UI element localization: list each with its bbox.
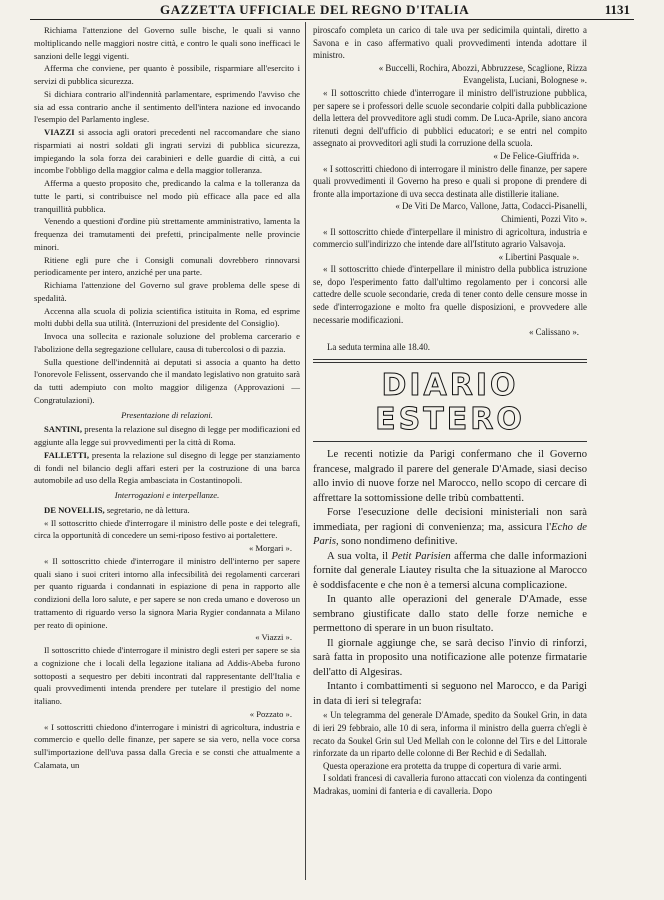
signature: « Libertini Pasquale ».: [498, 251, 579, 262]
speaker-name: DE NOVELLIS,: [44, 504, 105, 515]
interrogation: « Il sottoscritto chiede d'interrogare il ministro delle poste e dei telegrafi, circa la opportunità di concedere un semi-riposo festivo ai portalettere.: [34, 517, 300, 541]
paragraph: Il giornale aggiunge che, se sarà deciso l'invio di rinforzi, sarà fatta in proposito una notificazione alle potenze firmatarie dell'atto di Algesiras.: [313, 637, 587, 678]
right-column: [313, 24, 587, 798]
paragraph-text: presenta la relazione sul disegno di legge per stanziamento di fondi nel bilancio degli affari esteri per la costruzione di una barca automobile ad uso della Regia ambasciata in Costantinopoli.: [34, 449, 300, 486]
telegram-text: [313, 709, 587, 797]
newspaper-name: Petit Parisien: [391, 550, 451, 562]
signature: « Viazzi ».: [255, 632, 292, 643]
signature: « Calissano ».: [528, 327, 579, 338]
interrogation: « Il sottoscritto chiede d'interrogare il ministro dell'istruzione pubblica, per sapere se i professori delle scuole secondarie colpiti dalla pubblicazione della lettera del provveditore agli studi comm. De Luca-Aprile, siano ancora ritenuti degni dell'ufficio di pubblici educatori; e se entri nel compito assegnato ai provveditori agli studi la corruzione della scuola.: [313, 87, 587, 149]
interrogation: « Il sottoscritto chiede d'interrogare il ministro dell'interno per sapere quali siano i suoi criteri intorno alla infecsibilità dei regolamenti carcerari per quanto riguarda i condannati in espiazione di pena in rapporto alle condizioni della loro salute, e per sapere se non creda umano e doveroso un trattamento di riguardo verso la signora Maria Rygier condannata a Milano per reato di opinione.: [34, 555, 300, 630]
paragraph-text: A sua volta, il: [327, 550, 392, 562]
signature: « Pozzato ».: [249, 708, 292, 719]
left-column: [34, 24, 300, 772]
header-rule: [30, 19, 634, 20]
paragraph: Accenna alla scuola di polizia scientifica istituita in Roma, ed esprime molti dubbi della sua utilità. (Interruzioni del presidente del Consiglio).: [34, 305, 300, 329]
paragraph: Richiama l'attenzione del Governo sulle bische, le quali si vanno moltiplicando nelle maggiori nostre città, e contro le quali sono inefficaci le sanzioni delle leggi vigenti.: [34, 25, 300, 61]
speaker-name: FALLETTI,: [44, 449, 89, 460]
page-number: 1131: [604, 2, 630, 17]
paragraph: Ritiene egli pure che i Consigli comunali dovrebbero rinnovarsi periodicamente per intero, anziché per una parte.: [34, 254, 300, 278]
paragraph: In quanto alle operazioni del generale D'Amade, esse sembrano giustificate dallo stato delle forze nemiche e permettono di sperare in un buon risultato.: [313, 594, 587, 635]
paragraph: Venendo a questioni d'ordine più strettamente amministrativo, lamenta la frequenza dei tramutamenti dei prefetti, principalmente nelle provincie minori.: [34, 216, 300, 252]
interpellation: « Il sottoscritto chiede d'interpellare il ministro della pubblica istruzione se, dopo l'esperimento fatto dall'ultimo regolamento per i concorsi alle cattedre delle scuole secondarie, creda di tener conto delle censure mosse in sede d'interrogazione e molto fra quelle disposizioni, e provvedere alle necessarie modificazioni.: [313, 264, 587, 325]
diario-estero-body: [313, 448, 587, 709]
section-heading-interrogazioni: Interrogazioni e interpellanze.: [114, 490, 220, 500]
interrogation: piroscafo completa un carico di tale uva per sedicimila quintali, diretto a Savona e in caso affermativo quali provvedimenti intenda adottare il ministro.: [313, 25, 587, 61]
interrogation: « I sottoscritti chiedono di interrogare il ministro delle finanze, per sapere quali provvedimenti il Governo ha preso e quali si propone di prendere di fronte alla importazione di uva secca destinata alle distillerie italiane.: [313, 163, 587, 199]
paragraph: Afferma che conviene, per quanto è possibile, risparmiare all'esercito i servizi di pubblica sicurezza.: [34, 63, 300, 86]
signature: « De Viti De Marco, Vallone, Jatta, Codacci-Pisanelli, Chimienti, Pozzi Vito ».: [395, 201, 587, 224]
signature: « Buccelli, Rochira, Abozzi, Abbruzzese, Scaglione, Rizza Evangelista, Luciani, Bolognese ».: [378, 62, 587, 86]
paragraph: [34, 449, 300, 487]
signature: « Morgari ».: [248, 543, 292, 553]
paragraph: Questa operazione era protetta da truppe di copertura di varie armi.: [323, 760, 562, 771]
section-double-rule: [313, 359, 587, 363]
paragraph-text: afferma che dalle informazioni fornite dal generale Liautey risulta che la situazione al Marocco è soddisfacente e che non è a temersi alcuna complicazione.: [313, 550, 588, 591]
interpellation: « Il sottoscritto chiede d'interpellare il ministro di agricoltura, industria e commercio sull'indirizzo che intende dare all'Istituto agrario Valsavoja.: [313, 226, 587, 250]
column-divider: [305, 22, 306, 880]
paragraph: [313, 506, 587, 550]
session-closing: La seduta termina alle 18.40.: [327, 341, 431, 352]
signature: « De Felice-Giuffrida ».: [493, 150, 579, 161]
paragraph: Sulla questione dell'indennità ai deputati si associa a quanto ha detto l'onorevole Felissent, osservando che il mandato legislativo non gratuito sarà da tutti adempiuto con molto maggior diligenza (Approvazioni — Congratulazioni).: [34, 356, 300, 405]
section-rule: [313, 441, 587, 442]
paragraph: [34, 504, 300, 517]
paragraph-text: sono nondimeno definitive.: [338, 536, 458, 548]
paragraph: Invoca una sollecita e razionale soluzione del problema carcerario e l'abolizione della segregazione cellulare, causa di tubercolosi o di pazzia.: [34, 331, 300, 354]
paragraph: [34, 423, 300, 449]
paragraph-text: presenta la relazione sul disegno di legge per modificazioni ed aggiunte alla legge sui provvedimenti per la città di Roma.: [34, 424, 300, 447]
paragraph: Si dichiara contrario all'indennità parlamentare, esprimendo l'avviso che sia ad essa contrario anche il sentimento dell'intera nazione ed invocando l'esempio del Parlamento inglese.: [34, 88, 300, 125]
interrogation: « I sottoscritti chiedono d'interrogare i ministri di agricoltura, industria e commercio e quello delle finanze, per sapere se sia vero, nella voce corsa sull'importazione dell'uva passa dalla Grecia e se consti che attualmente a Calamata, un: [34, 721, 300, 770]
paragraph-text: Forse l'esecuzione delle decisioni ministeriali non sarà immediata, per ragioni di convenienza; ma, assicura l': [313, 507, 587, 533]
paragraph: Richiama l'attenzione del Governo sul grave problema delle spese di spedalità.: [34, 280, 300, 303]
page-header: [0, 0, 664, 20]
paragraph: « Un telegramma del generale D'Amade, spedito da Soukel Grin, in data di ieri 29 febbraio, alle 10 di sera, informa il ministro della guerra ch'egli è recato da Soukel Grin sul Ued Mellah con le colonne del Tirs e del Littorale rinforzate da un riparto delle colonne di Ber Rechid e di Sedallah.: [313, 710, 587, 759]
speaker-name: VIAZZI: [44, 127, 75, 137]
diario-estero-title: DIARIO ESTERO: [375, 368, 525, 438]
speaker-name: SANTINI,: [44, 424, 82, 435]
paragraph: I soldati francesi di cavalleria furono attaccati con violenza da contingenti Madrakas, uomini di fanteria e di cavalleria. Dopo: [313, 773, 587, 796]
paragraph: Intanto i combattimenti si seguono nel Marocco, e da Parigi in data di ieri si telegrafa:: [313, 681, 587, 707]
interrogations-continued: [313, 24, 587, 353]
interrogation: Il sottoscritto chiede d'interrogare il ministro degli esteri per sapere se sia a cognizione che i locali della legazione italiana ad Addis-Abeba furono sottoposti a sequestro per debiti incontrati dal rappresentante dell'Italia e quali provvedimenti intenda prendere per tutelare il prestigio del nome italiano.: [34, 645, 300, 706]
paragraph-text: si associa agli oratori precedenti nel raccomandare che siano risparmiati ai nostri soldati gli ingrati servizi di pubblica sicurezza, impiegando la sola forza dei carabinieri e delle guardie di città, a cui incombe l'obbligo della maggior calma e della maggior tolleranza.: [34, 127, 300, 176]
paragraph: Afferma a questo proposito che, predicando la calma e la tolleranza da tutte le parti, si contribuisce nel modo più efficace alla pace ed alla tranquillità pubblica.: [34, 178, 300, 214]
newspaper-name: Echo de Paris,: [313, 521, 587, 548]
paragraph: [34, 126, 300, 177]
paragraph-text: segretario, ne dà lettura.: [106, 504, 190, 515]
newspaper-title: GAZZETTA UFFICIALE DEL REGNO D'ITALIA: [160, 2, 470, 17]
section-heading-relazioni: Presentazione di relazioni.: [121, 409, 213, 420]
paragraph: [313, 550, 587, 594]
paragraph: Le recenti notizie da Parigi confermano che il Governo francese, malgrado il parere del generale D'Amade, siasi deciso allo invio di nuove forze nel Marocco, nello scopo di cercare di affrettare la sottomissione delle tribù combattenti.: [313, 449, 587, 504]
